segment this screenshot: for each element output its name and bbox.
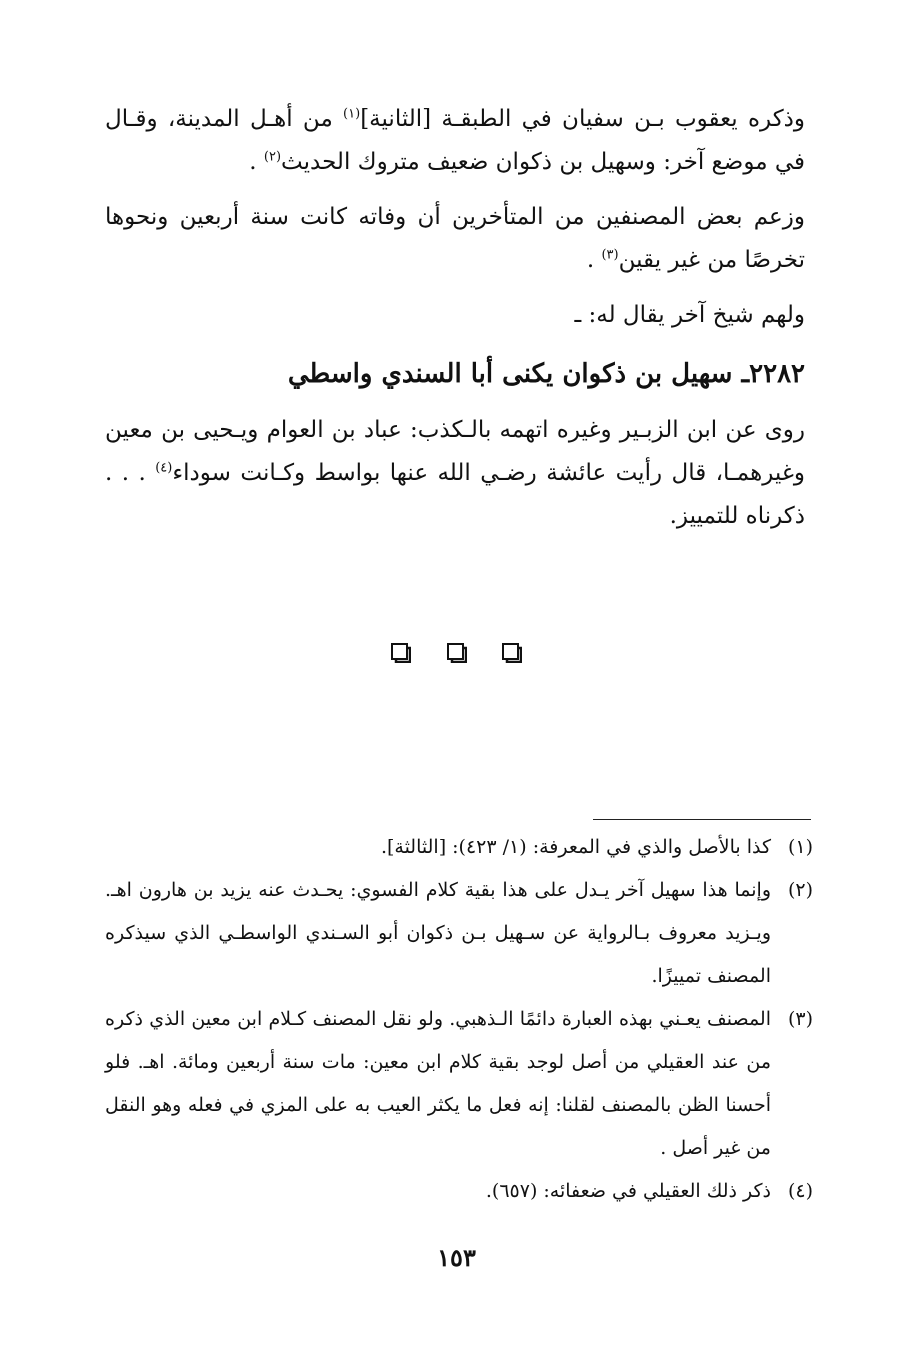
paragraph-1-text-b: من أهـل المدينة، وقـال في موضع آخر: وسهيل بن ذكوان ضعيف متروك الحديث	[105, 106, 805, 175]
section-separator	[0, 643, 913, 667]
footnote-ref-2[interactable]: (٢)	[263, 149, 282, 165]
paragraph-2-text-end: .	[586, 247, 602, 273]
paragraph-2-text: وزعم بعض المصنفين من المتأخرين أن وفاته كانت سنة أربعين ونحوها تخرصًا من غير يقين	[105, 204, 805, 273]
paragraph-2	[105, 196, 805, 282]
square-ornament-icon	[447, 643, 467, 663]
paragraph-4-text: روى عن ابن الزبـير وغيره اتهمه بالـكذب: عباد بن العوام ويـحيى بن معين وغيرهمـا، قال رأيت عائشة رضـي الله عنها بواسط وكـانت سوداء	[105, 417, 805, 486]
footnote-2	[105, 869, 813, 998]
footnote-text: كذا بالأصل والذي في المعرفة: (١/ ٤٢٣): [الثالثة].	[380, 836, 771, 858]
footnote-number: (٢)	[787, 879, 813, 901]
footnote-ref-3[interactable]: (٣)	[601, 247, 619, 263]
footnote-number: (٣)	[787, 1008, 813, 1030]
footnote-1	[105, 826, 813, 869]
footnote-ref-4[interactable]: (٤)	[155, 460, 173, 476]
footnote-4	[105, 1170, 813, 1213]
footnote-ref-1[interactable]: (١)	[343, 106, 361, 122]
paragraph-1-text-a: وذكره يعقوب بـن سفيان في الطبقـة [الثانية]	[360, 106, 805, 132]
footnote-number: (١)	[787, 836, 813, 858]
footnote-text: ذكر ذلك العقيلي في ضعفائه: (٦٥٧).	[485, 1180, 771, 1202]
main-text	[105, 98, 805, 550]
footnote-text: المصنف يعـني بهذه العبارة دائمًا الـذهبي. ولو نقل المصنف كـلام ابن معين الذي ذكره من عند العقيلي من أصل لوجد بقية كلام ابن معين: مات سنة أربعين ومائة. اهـ. فلو أحسنا الظن بالمصنف لقلنا: إنه فعل ما يكثر العيب به على المزي في فعله وهو النقل من غير أصل .	[105, 1008, 771, 1159]
footnote-text: وإنما هذا سهيل آخر يـدل على هذا بقية كلام الفسوي: يحـدث عنه يزيد بن هارون اهـ. ويـزيد معروف بـالرواية عن سـهيل بـن ذكوان أبو السـندي الواسطـي الذي سيذكره المصنف تمييزًا.	[105, 879, 771, 987]
paragraph-4-text-end: . . . ذكرناه للتمييز.	[105, 460, 805, 529]
square-ornament-icon	[502, 643, 522, 663]
entry-heading: ٢٢٨٢ـ سهيل بن ذكوان يكنى أبا السندي واسطي	[287, 359, 805, 389]
footnote-3	[105, 998, 813, 1170]
square-ornament-icon	[391, 643, 411, 663]
paragraph-1	[105, 98, 805, 184]
paragraph-4	[105, 409, 805, 538]
page-number: ١٥٣	[437, 1243, 476, 1272]
paragraph-3: ولهم شيخ آخر يقال له: ـ	[574, 302, 805, 328]
paragraph-1-text-end: .	[249, 149, 264, 175]
footnotes	[105, 819, 813, 1213]
footnote-number: (٤)	[787, 1180, 813, 1202]
